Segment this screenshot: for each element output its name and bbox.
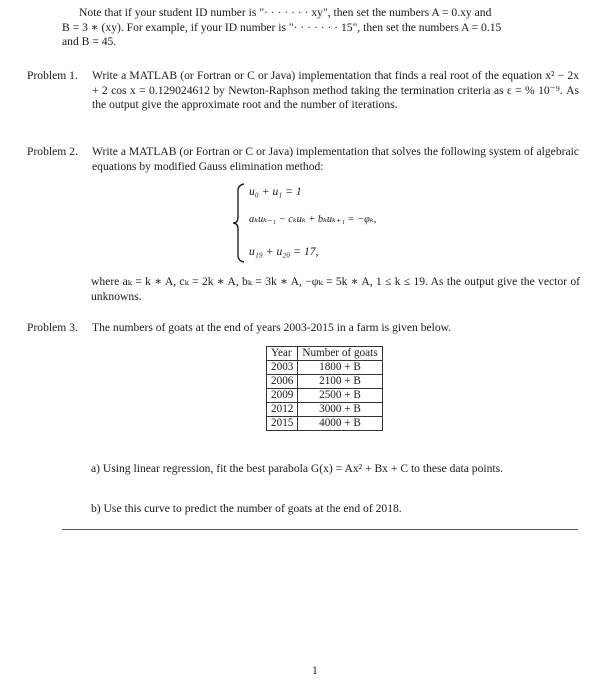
table-cell-year: 2015: [267, 417, 298, 431]
section-divider: [62, 529, 578, 530]
problem-2-text: Write a MATLAB (or Fortran or C or Java) implementation that solves the following system of algebraic equations by modified Gauss elimination method:: [92, 145, 579, 173]
table-row: [267, 375, 383, 389]
table-row: [267, 389, 383, 403]
student-id-note: [62, 6, 582, 50]
page-number: 1: [312, 664, 318, 677]
table-cell-goats: 3000 + B: [298, 403, 382, 417]
equation-1: u₀ + u₁ = 1: [249, 185, 302, 198]
table-cell-year: 2009: [267, 389, 298, 403]
problem-1-text: Write a MATLAB (or Fortran or C or Java) implementation that finds a real root of the equation x² − 2x + 2 cos x = 0.129024612 by Newton-Raphson method taking the termination criteria as ε = % 10⁻⁹. As the output give the approximate root and the number of iterations.: [92, 69, 579, 112]
table-header-year: Year: [267, 347, 298, 361]
table-header-goats: Number of goats: [298, 347, 382, 361]
table-row: [267, 417, 383, 431]
goats-table: [266, 346, 383, 431]
table-cell-year: 2012: [267, 403, 298, 417]
note-line-1: Note that if your student ID number is "· · · · · · · xy", then set the numbers A = 0.xy and: [79, 6, 492, 19]
problem-2-label: Problem 2.: [27, 145, 78, 158]
table-header-row: [267, 347, 383, 361]
equation-2: aₖuₖ₋₁ − cₖuₖ + bₖuₖ₊₁ = −φₖ,: [249, 214, 377, 225]
problem-2-where-text: where aₖ = k ∗ A, cₖ = 2k ∗ A, bₖ = 3k ∗ A, −φₖ = 5k ∗ A, 1 ≤ k ≤ 19. As the output give the vector of unknowns.: [91, 275, 580, 303]
note-line-2: B = 3 ∗ (xy). For example, if your ID number is "· · · · · · · 15", then set the numbers A = 0.15: [62, 20, 502, 34]
table-cell-year: 2006: [267, 375, 298, 389]
problem-3-part-a: a) Using linear regression, fit the best parabola G(x) = Ax² + Bx + C to these data points.: [91, 462, 504, 475]
problem-3-part-b: b) Use this curve to predict the number of goats at the end of 2018.: [91, 502, 402, 515]
table-cell-goats: 1800 + B: [298, 361, 382, 375]
problem-3-text: The numbers of goats at the end of years 2003-2015 in a farm is given below.: [92, 321, 452, 334]
problem-3-label: Problem 3.: [27, 321, 78, 334]
note-line-3: and B = 45.: [62, 35, 117, 49]
table-cell-goats: 2100 + B: [298, 375, 382, 389]
table-row: [267, 361, 383, 375]
problem-1-label: Problem 1.: [27, 69, 78, 82]
left-brace-icon: [232, 183, 246, 263]
table-cell-goats: 2500 + B: [298, 389, 382, 403]
equation-3: u₁₉ + u₂₀ = 17,: [249, 245, 319, 258]
table-row: [267, 403, 383, 417]
table-cell-goats: 4000 + B: [298, 417, 382, 431]
equation-system: [232, 183, 492, 263]
table-cell-year: 2003: [267, 361, 298, 375]
